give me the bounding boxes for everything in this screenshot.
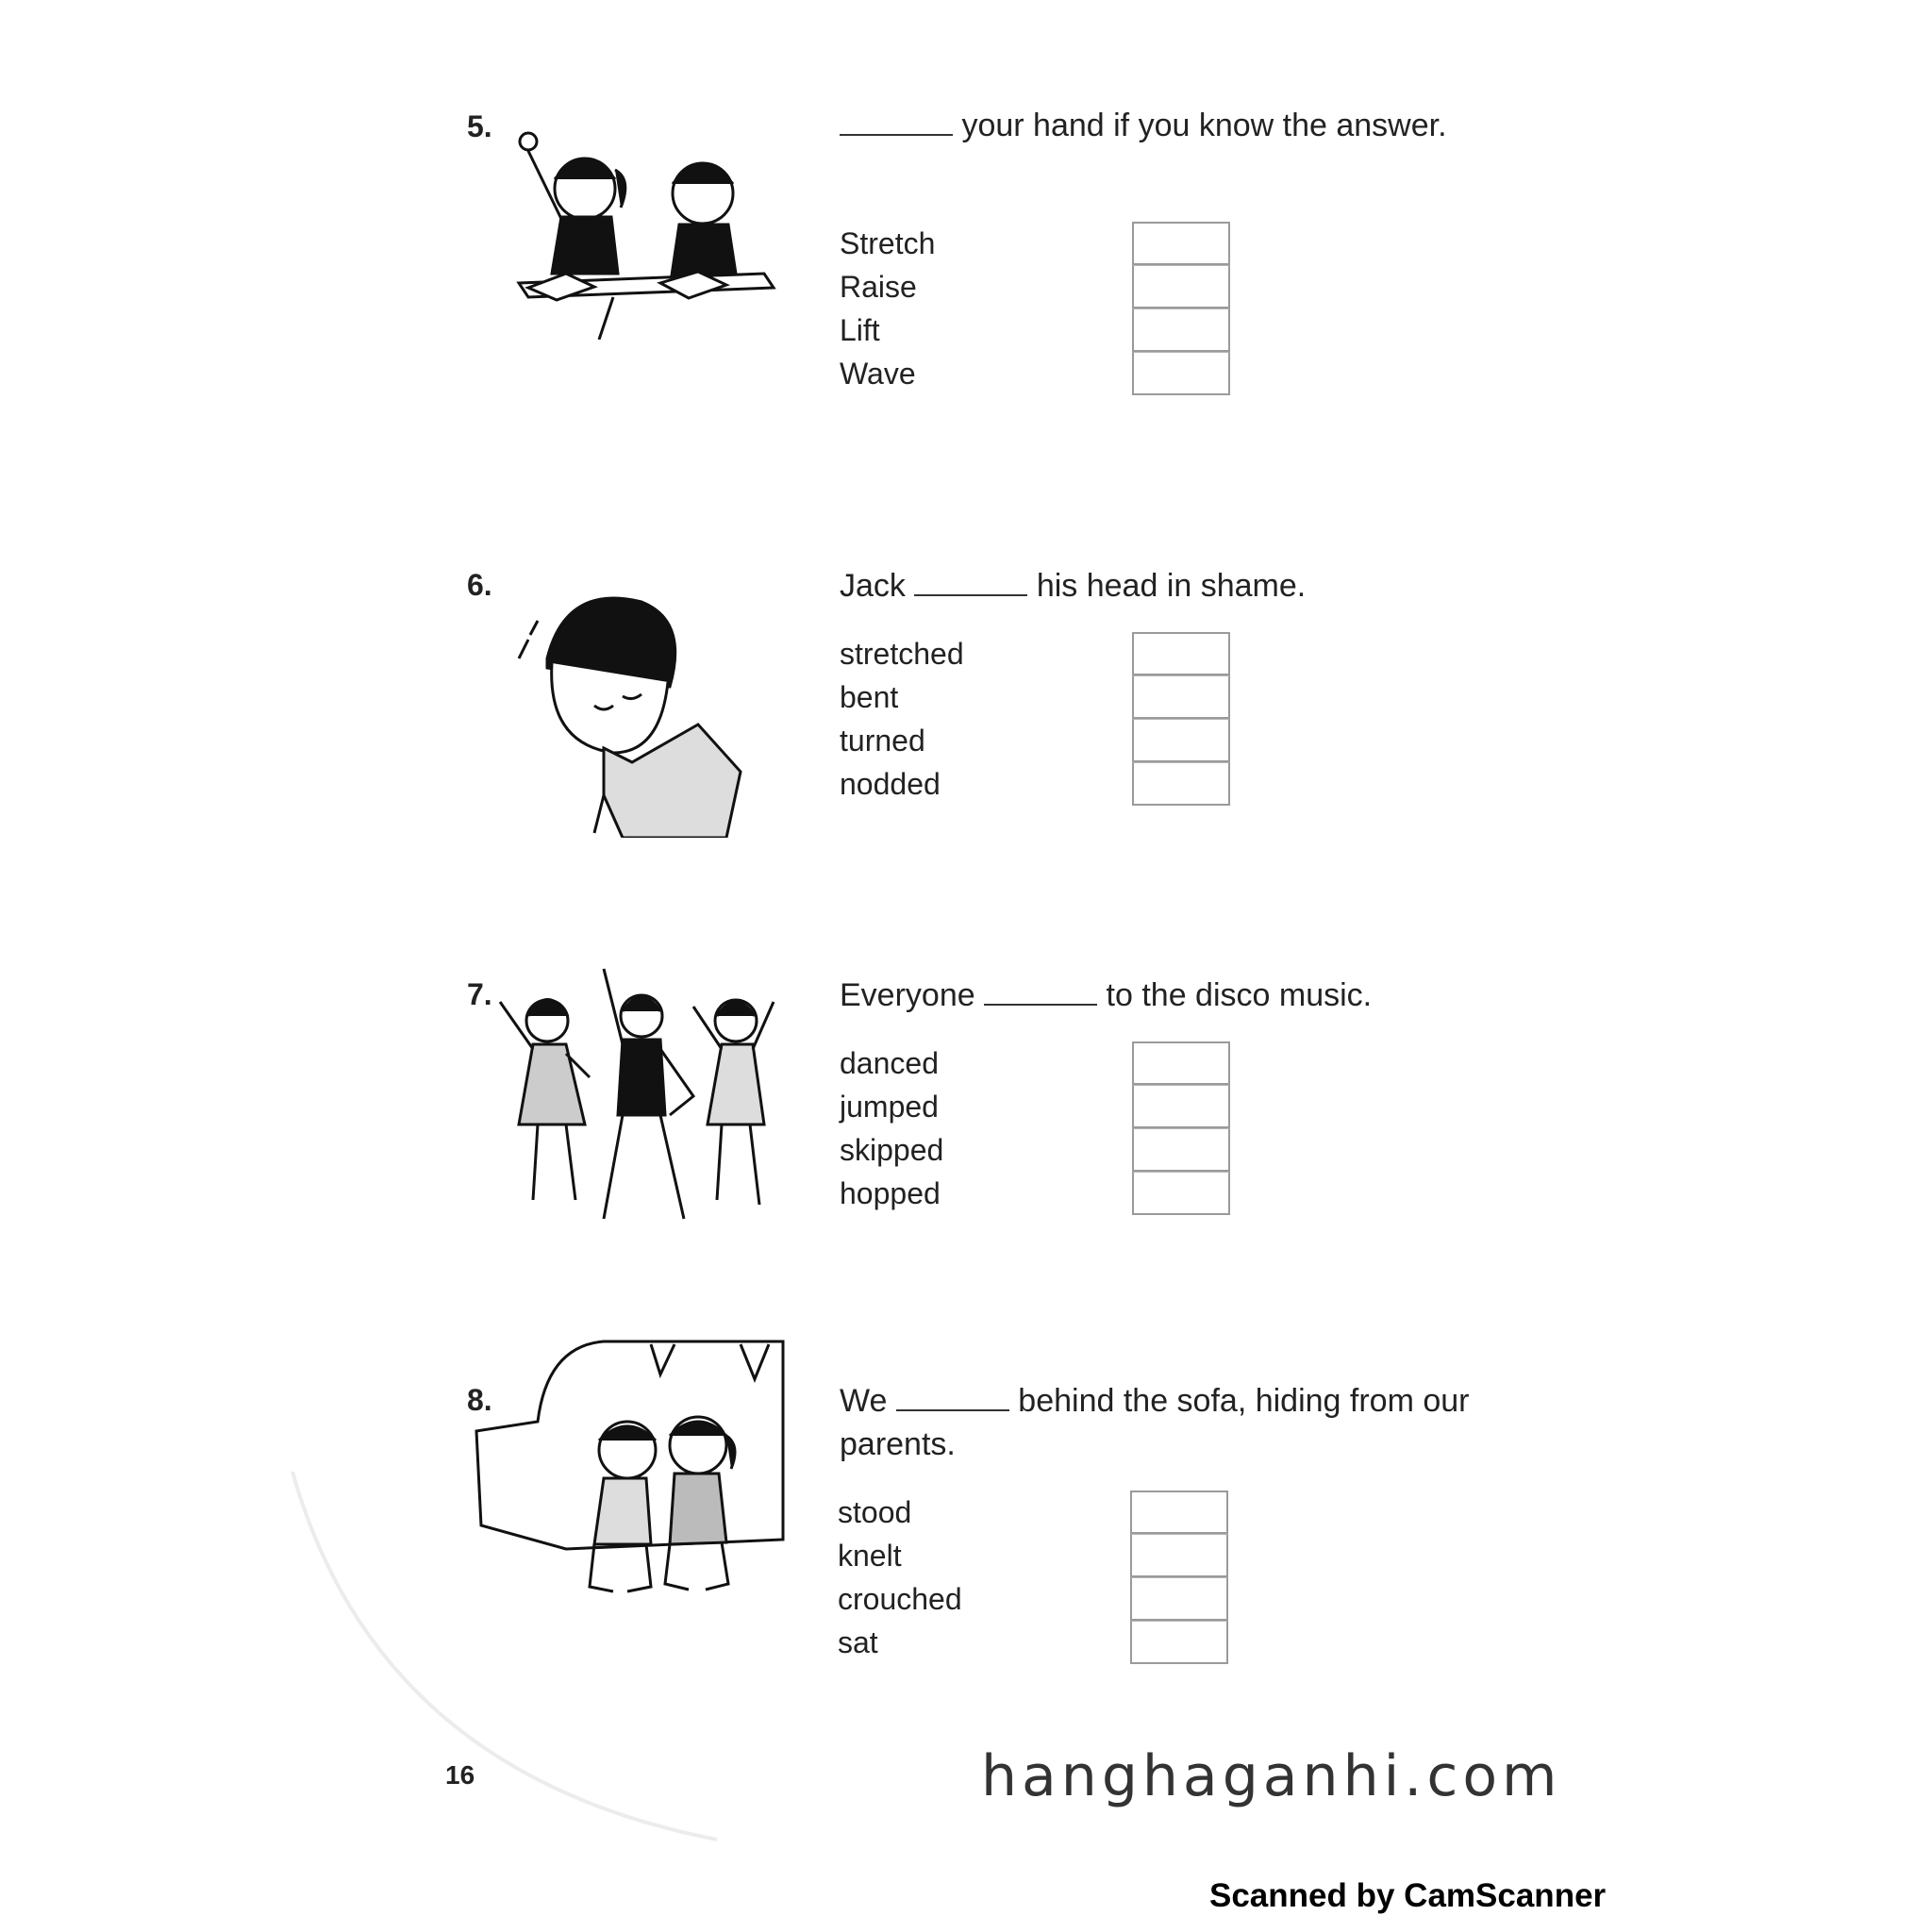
option-row (840, 632, 1264, 675)
option-row (840, 222, 1264, 265)
illustration-students-raising-hand (509, 113, 792, 340)
illustration-boy-in-shame (509, 583, 792, 838)
option-label: turned (840, 724, 925, 758)
answer-checkbox[interactable] (1130, 1491, 1228, 1534)
answer-checkbox[interactable] (1130, 1577, 1228, 1621)
answer-blank (914, 568, 1027, 596)
option-row (840, 352, 1264, 395)
question-number: 6. (467, 568, 492, 602)
question-number: 8. (467, 1383, 492, 1417)
option-label: Lift (840, 313, 880, 347)
option-label: stretched (840, 637, 964, 671)
sentence-before: Jack (840, 568, 906, 604)
answer-checkbox[interactable] (1132, 222, 1230, 265)
option-label: knelt (838, 1539, 902, 1573)
answer-checkbox[interactable] (1132, 632, 1230, 675)
option-row (840, 308, 1264, 352)
sentence-after: behind the sofa, hiding from our parents. (840, 1383, 1470, 1462)
answer-checkbox[interactable] (1132, 675, 1230, 719)
website-watermark: hanghaganhi.com (981, 1743, 1562, 1809)
answer-checkbox[interactable] (1132, 1172, 1230, 1215)
answer-checkbox[interactable] (1132, 719, 1230, 762)
illustration-people-dancing (481, 964, 802, 1247)
answer-checkbox[interactable] (1130, 1534, 1228, 1577)
answer-blank (840, 108, 953, 136)
sentence-after: to the disco music. (1106, 977, 1373, 1013)
option-list (840, 1041, 1264, 1215)
option-label: crouched (838, 1582, 962, 1616)
option-row (840, 762, 1264, 806)
option-row (838, 1577, 1262, 1621)
option-label: danced (840, 1046, 939, 1080)
question-sentence (840, 1379, 1481, 1466)
option-row (840, 719, 1264, 762)
option-label: hopped (840, 1176, 941, 1210)
answer-checkbox[interactable] (1132, 1041, 1230, 1085)
answer-blank (896, 1383, 1009, 1411)
option-label: Stretch (840, 226, 936, 260)
sentence-after: his head in shame. (1036, 568, 1307, 604)
sentence-before: Everyone (840, 977, 975, 1013)
option-label: bent (840, 680, 899, 714)
option-list (840, 222, 1264, 395)
option-row (840, 1085, 1264, 1128)
page-number: 16 (445, 1760, 475, 1790)
answer-checkbox[interactable] (1132, 352, 1230, 395)
option-list (838, 1491, 1262, 1664)
answer-checkbox[interactable] (1132, 1085, 1230, 1128)
question-sentence (840, 974, 1481, 1017)
question-sentence (840, 104, 1481, 147)
question-number: 7. (467, 977, 492, 1011)
option-label: jumped (840, 1090, 939, 1124)
illustration-children-behind-sofa (472, 1337, 792, 1629)
option-label: stood (838, 1495, 912, 1529)
option-row (840, 1128, 1264, 1172)
option-label: nodded (840, 767, 941, 801)
answer-checkbox[interactable] (1130, 1621, 1228, 1664)
option-row (840, 675, 1264, 719)
option-label: Raise (840, 270, 917, 304)
question-sentence (840, 564, 1481, 608)
sentence-after: your hand if you know the answer. (961, 108, 1447, 143)
sentence-before: We (840, 1383, 888, 1419)
option-row (838, 1491, 1262, 1534)
option-row (838, 1534, 1262, 1577)
option-row (840, 265, 1264, 308)
answer-blank (984, 977, 1097, 1006)
answer-checkbox[interactable] (1132, 308, 1230, 352)
option-label: Wave (840, 357, 916, 391)
option-row (838, 1621, 1262, 1664)
option-label: skipped (840, 1133, 944, 1167)
option-row (840, 1172, 1264, 1215)
question-number: 5. (467, 109, 492, 143)
answer-checkbox[interactable] (1132, 1128, 1230, 1172)
answer-checkbox[interactable] (1132, 265, 1230, 308)
scanner-footer: Scanned by CamScanner (1209, 1877, 1607, 1914)
answer-checkbox[interactable] (1132, 762, 1230, 806)
option-label: sat (838, 1625, 878, 1659)
option-row (840, 1041, 1264, 1085)
option-list (840, 632, 1264, 806)
